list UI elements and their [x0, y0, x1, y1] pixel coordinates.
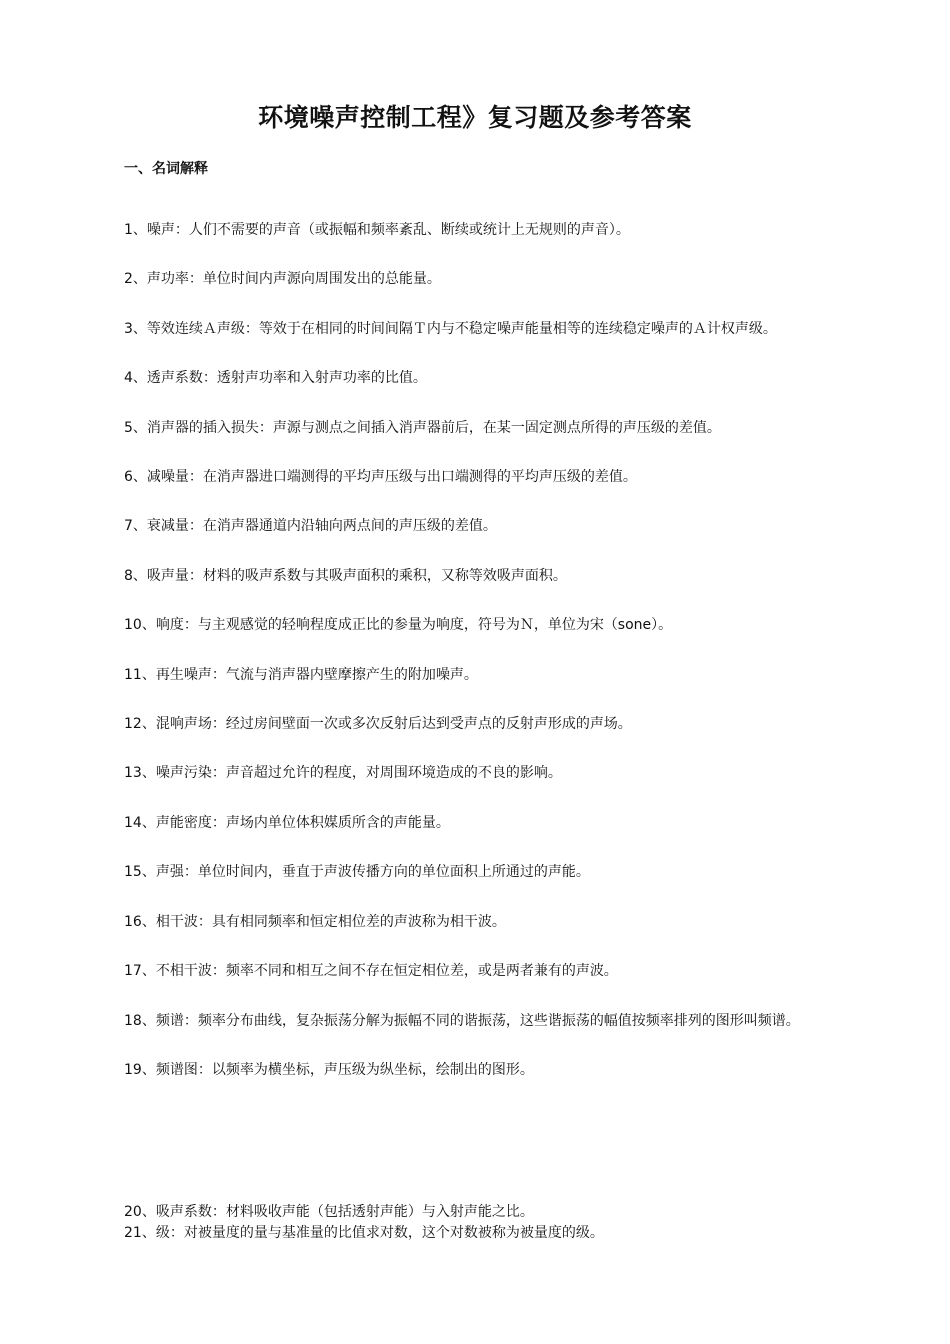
definition-item: 19、频谱图：以频率为横坐标，声压级为纵坐标，绘制出的图形。: [124, 1061, 534, 1078]
definition-item: 6、减噪量：在消声器进口端测得的平均声压级与出口端测得的平均声压级的差值。: [124, 469, 637, 486]
definition-item: 8、吸声量：材料的吸声系数与其吸声面积的乘积，又称等效吸声面积。: [124, 567, 567, 584]
definition-item: 5、消声器的插入损失：声源与测点之间插入消声器前后，在某一固定测点所得的声压级的差值。: [124, 419, 721, 436]
definition-item: 14、声能密度：声场内单位体积媒质所含的声能量。: [124, 814, 450, 831]
definition-item: 21、级：对被量度的量与基准量的比值求对数，这个对数被称为被量度的级。: [124, 1225, 604, 1241]
definition-item: 10、响度：与主观感觉的轻响程度成正比的参量为响度，符号为Ｎ，单位为宋（sone）。: [124, 617, 673, 634]
definition-item: 2、声功率：单位时间内声源向周围发出的总能量。: [124, 271, 441, 288]
definition-item: 17、不相干波：频率不同和相互之间不存在恒定相位差，或是两者兼有的声波。: [124, 963, 618, 980]
definition-item: 7、衰减量：在消声器通道内沿轴向两点间的声压级的差值。: [124, 518, 497, 535]
definition-item: 20、吸声系数：材料吸收声能（包括透射声能）与入射声能之比。: [124, 1204, 534, 1220]
definition-item: 4、透声系数：透射声功率和入射声功率的比值。: [124, 370, 427, 387]
definition-item: 3、等效连续Ａ声级：等效于在相同的时间间隔Ｔ内与不稳定噪声能量相等的连续稳定噪声的Ａ计权声级。: [124, 320, 777, 337]
definition-item: 18、频谱：频率分布曲线，复杂振荡分解为振幅不同的谐振荡，这些谐振荡的幅值按频率排列的图形叫频谱。: [124, 1012, 800, 1029]
document-title: 环境噪声控制工程》复习题及参考答案: [258, 103, 692, 132]
definition-item: 1、噪声：人们不需要的声音（或振幅和频率紊乱、断续或统计上无规则的声音）。: [124, 222, 630, 238]
definition-list: [124, 206, 836, 1095]
definition-item: 11、再生噪声：气流与消声器内壁摩擦产生的附加噪声。: [124, 666, 478, 683]
definition-item: 16、相干波：具有相同频率和恒定相位差的声波称为相干波。: [124, 913, 506, 930]
section-heading: 一、名词解释: [124, 161, 208, 177]
definition-item: 12、混响声场：经过房间壁面一次或多次反射后达到受声点的反射声形成的声场。: [124, 716, 632, 733]
definition-item: 15、声强：单位时间内，垂直于声波传播方向的单位面积上所通过的声能。: [124, 864, 590, 881]
definition-item: 13、噪声污染：声音超过允许的程度，对周围环境造成的不良的影响。: [124, 765, 562, 782]
definition-list-tight: [124, 1202, 836, 1244]
